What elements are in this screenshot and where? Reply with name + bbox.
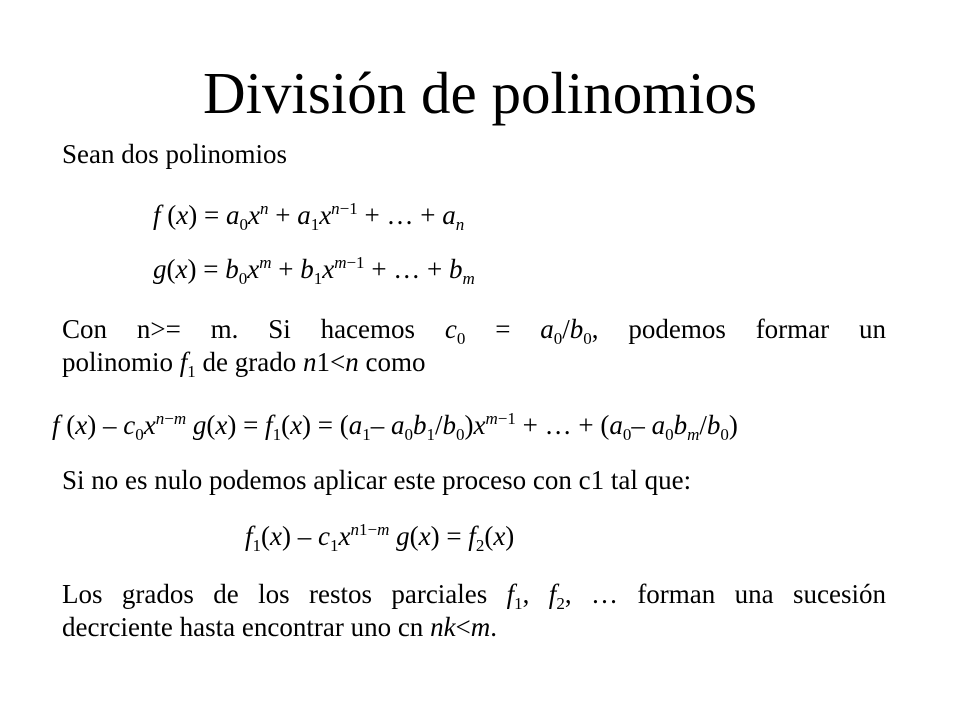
paragraph-los: Los grados de los restos parciales $f_1$, $f_2$, … forman una sucesión decrciente hasta encontrar uno cn nk<m. xyxy=(62,579,886,642)
formula-g: $g(x) = b_0x^m + b_1x^{m-1}$ + … + $b_m$ xyxy=(153,253,475,288)
formula-f: f $(x) = a_0x^n + a_1x^{n-1}$ + … + $a_n$ xyxy=(153,199,465,234)
intro-text: Sean dos polinomios xyxy=(62,139,288,169)
slide-title: División de polinomios xyxy=(203,60,757,126)
paragraph-con: Con n>= m. Si hacemos $c_0 = a_0/b_0$, podemos formar un polinomio $f_1$ de grado n1<n como xyxy=(62,314,886,381)
formula-f1: f $(x) - c_0x^{n-m}$ $g(x) = f_1(x) = (a_1-$ $a_0b_1/b_0)x^{m-1}$ + … + ($a_0-$ $a_0b_m/b_0$) xyxy=(52,409,738,444)
formula-f2: $f_1(x) - c_1x^{n1-m}$ $g(x) = f_2(x)$ xyxy=(245,520,515,555)
paragraph-si: Si no es nulo podemos aplicar este proceso con c1 tal que: xyxy=(62,465,692,495)
